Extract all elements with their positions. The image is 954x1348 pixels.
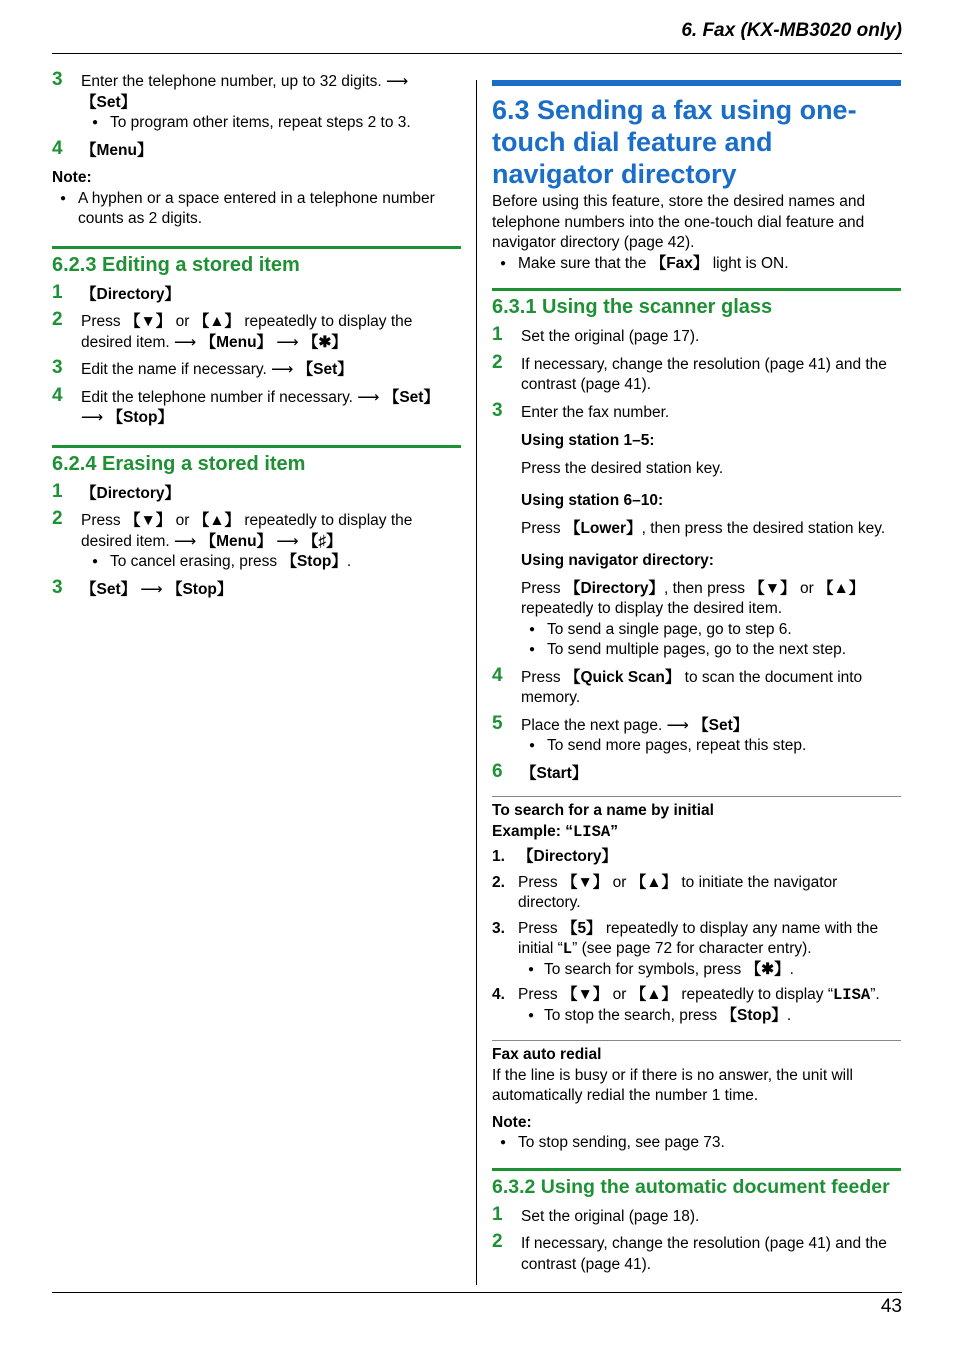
item-text: Press: [518, 873, 562, 891]
lower-key: 【Lower】: [564, 519, 642, 537]
step-text: ⟶: [81, 409, 108, 426]
redial-text: If the line is busy or if there is no answer, the unit will automatically redial the number 1 time.: [492, 1066, 853, 1104]
footer-rule: [52, 1292, 902, 1293]
search-item-2: [492, 873, 901, 914]
navigator-text: [492, 579, 901, 620]
note-bullet: ● A hyphen or a space entered in a telephone number counts as 2 digits.: [52, 189, 461, 230]
stop-key: 【Stop】: [107, 409, 173, 426]
bullet-text: To stop the search, press: [544, 1006, 722, 1024]
step-3: [52, 357, 461, 381]
step-number: 1: [492, 324, 503, 345]
example-label: Example: “: [492, 822, 573, 840]
step-number: 2: [492, 351, 503, 373]
redial-heading: Fax auto redial: [492, 1046, 602, 1063]
note-bullet: ● To stop sending, see page 73.: [492, 1133, 901, 1154]
step-text: ⟶: [136, 580, 167, 598]
item-text: to initiate the navigator directory.: [518, 873, 838, 911]
step-text: Enter the telephone number, up to 32 digits. ⟶: [81, 73, 409, 90]
step-text: Press: [81, 313, 125, 330]
step-text: to scan the document into memory.: [521, 668, 863, 706]
step-text: , then press the desired station key.: [641, 519, 886, 537]
chapter-heading: 6.3 Sending a fax using one-touch dial feature and navigator directory: [492, 80, 901, 190]
item-text: Press: [518, 986, 562, 1003]
search-item-4: [492, 985, 901, 1026]
item-number: 3.: [492, 919, 505, 937]
item-bullet: [518, 960, 901, 981]
search-item-3: [492, 919, 901, 981]
step-number: 3: [52, 69, 63, 90]
step-bullet: ● To send more pages, repeat this step.: [521, 736, 901, 757]
five-key: 【5】: [561, 919, 602, 937]
step-number: 3: [492, 399, 503, 421]
stop-key: 【Stop】: [166, 580, 233, 598]
running-header: 6. Fax (KX-MB3020 only): [681, 20, 902, 41]
step-1: [492, 1203, 901, 1228]
right-column: [492, 80, 901, 1282]
item-text: or: [608, 873, 631, 891]
intro-paragraph: Before using this feature, store the desired names and telephone numbers into the one-touch dial feature and navigator directory (page 42).: [492, 193, 866, 251]
step-4: [492, 664, 901, 709]
step-text: Place the next page. ⟶: [521, 716, 694, 734]
menu-key: 【Menu】: [200, 333, 273, 351]
step-4: [52, 384, 461, 429]
item-number: 2.: [492, 873, 505, 891]
step-number: 5: [492, 712, 503, 734]
step-text: Press: [521, 579, 565, 597]
step-number: 3: [52, 357, 63, 378]
page-number: 43: [880, 1296, 902, 1317]
up-key: 【▲】: [630, 986, 678, 1003]
down-key: 【▼】: [124, 512, 172, 529]
up-key: 【▲】: [193, 313, 241, 330]
step-bullet: [84, 552, 461, 573]
set-key: 【Set】: [383, 388, 439, 406]
step-text: Press: [81, 512, 125, 529]
step-2: [492, 1231, 901, 1275]
bullet-text: .: [789, 960, 794, 978]
fax-key: 【Fax】: [650, 254, 709, 272]
navigator-bullet: ● To send a single page, go to step 6.: [492, 620, 901, 641]
step-number: 2: [52, 309, 63, 330]
quick-scan-key: 【Quick Scan】: [564, 668, 681, 686]
directory-key: 【Directory】: [81, 484, 181, 502]
search-example: [492, 822, 901, 843]
step-1: [52, 281, 461, 306]
up-key: 【▲】: [193, 512, 241, 529]
step-text: ⟶: [272, 333, 303, 351]
search-item-1: [492, 847, 901, 868]
step-3: [52, 576, 461, 601]
step-2: [52, 309, 461, 353]
column-divider: [476, 80, 477, 1285]
item-number: 4.: [492, 986, 505, 1003]
navigator-bullet: ● To send multiple pages, go to the next step.: [492, 640, 901, 661]
directory-key: 【Directory】: [81, 285, 181, 303]
step-text: or: [171, 512, 194, 529]
hash-key: 【♯】: [302, 532, 342, 550]
set-key: 【Set】: [81, 580, 137, 598]
step-text: Set the original (page 17).: [521, 328, 700, 345]
bullet-text: To search for symbols, press: [544, 960, 746, 978]
bullet-text: To cancel erasing, press: [110, 553, 282, 570]
item-text: repeatedly to display “: [677, 986, 833, 1003]
step-bullet: ● To program other items, repeat steps 2 to 3.: [84, 113, 461, 134]
section-heading-adf: 6.3.2 Using the automatic document feeder: [492, 1168, 901, 1199]
step-2: [52, 508, 461, 573]
display-name: LISA: [832, 986, 871, 1004]
star-key: 【✱】: [302, 333, 347, 351]
step-text: Edit the telephone number if necessary. ⟶: [81, 388, 384, 406]
star-key: 【✱】: [745, 960, 790, 978]
menu-key: 【Menu】: [200, 532, 273, 550]
item-text: ” (see page 72 for character entry).: [572, 940, 812, 957]
step-text: or: [795, 579, 819, 597]
step-4: [52, 137, 461, 162]
step-number: 2: [492, 1231, 503, 1252]
step-number: 2: [52, 508, 63, 529]
item-text: Press: [518, 919, 562, 937]
stop-key: 【Stop】: [721, 1006, 787, 1024]
search-heading: To search for a name by initial: [492, 802, 714, 819]
station-6-10-text: [492, 519, 901, 540]
step-3: [52, 69, 461, 134]
step-text: Set the original (page 18).: [521, 1207, 700, 1225]
station-1-5-text: Press the desired station key.: [521, 459, 724, 477]
set-key: 【Set】: [297, 361, 353, 378]
note-heading: Note:: [52, 169, 92, 186]
step-text: If necessary, change the resolution (page 41) and the contrast (page 41).: [521, 1235, 887, 1273]
up-key: 【▲】: [818, 579, 865, 597]
step-text: Press: [521, 519, 565, 537]
divider: [492, 1040, 901, 1041]
section-heading-editing: 6.2.3 Editing a stored item: [52, 246, 461, 277]
step-5: [492, 712, 901, 757]
divider: [492, 796, 901, 797]
step-number: 3: [52, 576, 63, 598]
section-heading-erasing: 6.2.4 Erasing a stored item: [52, 445, 461, 476]
left-column: [52, 69, 461, 607]
bullet-text: .: [346, 553, 352, 570]
step-text: repeatedly to display the desired item. ⟶: [81, 313, 413, 351]
step-text: or: [171, 313, 194, 330]
step-text: If necessary, change the resolution (page 41) and the contrast (page 41).: [521, 355, 887, 393]
down-key: 【▼】: [124, 313, 172, 330]
section-heading-scanner: 6.3.1 Using the scanner glass: [492, 288, 901, 319]
down-key: 【▼】: [561, 873, 609, 891]
step-1: [492, 324, 901, 348]
intro-bullet: [492, 254, 901, 275]
note-heading: Note:: [492, 1113, 532, 1131]
down-key: 【▼】: [749, 579, 796, 597]
bullet-text: light is ON.: [708, 254, 789, 272]
step-text: Press: [521, 668, 565, 686]
step-text: Edit the name if necessary. ⟶: [81, 361, 298, 378]
navigator-heading: Using navigator directory:: [521, 552, 714, 569]
station-1-5-heading: Using station 1–5:: [521, 432, 655, 449]
step-text: repeatedly to display the desired item.: [521, 600, 783, 617]
item-text: repeatedly to display any name with the initial “: [518, 919, 879, 957]
up-key: 【▲】: [630, 873, 678, 891]
example-value: LISA: [572, 822, 611, 841]
item-text: ”.: [870, 986, 880, 1003]
step-number: 1: [52, 281, 63, 303]
step-2: [492, 351, 901, 396]
directory-key: 【Directory】: [518, 848, 618, 865]
directory-key: 【Directory】: [564, 579, 664, 597]
start-key: 【Start】: [521, 764, 588, 782]
item-number: 1.: [492, 848, 505, 865]
header-rule: [52, 53, 902, 54]
set-key: 【Set】: [81, 93, 137, 111]
step-text: Enter the fax number.: [521, 403, 670, 421]
down-key: 【▼】: [561, 986, 609, 1003]
step-text: , then press: [664, 579, 750, 597]
step-number: 1: [492, 1203, 503, 1225]
set-key: 【Set】: [693, 716, 749, 734]
step-text: ⟶: [272, 532, 303, 550]
step-6: [492, 760, 901, 785]
step-number: 6: [492, 760, 503, 782]
example-label: ”: [610, 822, 618, 840]
step-number: 4: [492, 664, 503, 686]
bullet-text: Make sure that the: [518, 254, 651, 272]
display-char: L: [562, 940, 573, 958]
step-number: 4: [52, 137, 63, 159]
step-3: [492, 399, 901, 424]
stop-key: 【Stop】: [281, 553, 347, 570]
step-number: 1: [52, 480, 63, 502]
step-1: [52, 480, 461, 505]
station-6-10-heading: Using station 6–10:: [521, 492, 664, 509]
bullet-text: .: [786, 1006, 792, 1024]
item-text: or: [608, 986, 631, 1003]
menu-key: 【Menu】: [81, 141, 153, 159]
item-bullet: [518, 1006, 901, 1027]
step-text: repeatedly to display the desired item. ⟶: [81, 512, 413, 550]
step-number: 4: [52, 384, 63, 406]
